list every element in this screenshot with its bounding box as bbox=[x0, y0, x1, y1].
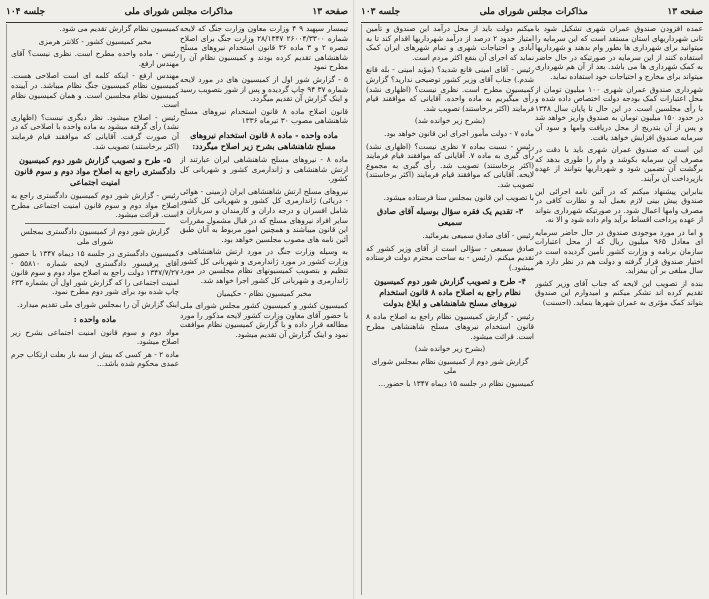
header-rule bbox=[6, 22, 348, 23]
header-rule bbox=[361, 22, 703, 23]
centered-line: مخبر کمیسیون کشور - کلانتر هرمزی bbox=[38, 36, 152, 46]
paragraph: عمده افزودن صندوق عمران شهری تشکیل شود با ثانی شهرداریهای استان مستفد است که این سرمایه را میتوانید برای شهرداری ها بطور وام بدهند و شهرداریها استفاده کنند از این سرمایه در صورتیکه در حال حاضر به کمک شهرداری ها می باشد. بعد از آن هم شهرداری میتواند برای مخارج و احتیاجات خود استفاده نماید. bbox=[535, 24, 703, 81]
paragraph: و اما در مورد موجودی صندوق در حال حاضر سرمایه ای معادل ۹۶۵ میلیون ریال که از محل اعتبارات سازمان برنامه و وزارت کشور تأمین گردیده است در اختیار صندوق قرار گرفته و دولت هم در نظر دارد هر سال مبلغی بر آن بیفزاید. bbox=[535, 227, 703, 276]
paragraph: بنده از تصویب این لایحه که جناب آقای وزیر کشور تقدیم کرده اند تشکر میکنم و امیدوارم این صندوق بتواند کمک مؤثری به عمران شهرها بنماید. (احسنت) bbox=[535, 278, 703, 308]
paragraph: صادق سمیعی - سؤالی است از آقای وزیر کشور که تقدیم میکنم. (رئیس - به ساحت محترم دولت فرستاده میشود.) bbox=[366, 243, 534, 272]
paragraph: اینک گزارش آن را بمجلس شورای ملی تقدیم میدارد. bbox=[16, 300, 179, 310]
paragraph: رئیس - گزارش شور دوم کمیسیون دادگستری راجع به اصلاح مواد دوم و سوم قانون امنیت اجتماعی مطرح است. قرائت میشود. bbox=[11, 191, 179, 220]
paragraph: تیمسار سپهبد ۹ ۴ وزارت معاون وزارت جنگ که لایحه شماره ۲۶۰۰۴/۳۳۰۰ ۲۸/۱۳۴۷ وزارت جنگ برای اصلاح تبصره ۲ و ۳ ماده ۳۶ قانون استخدام نیروهای مسلح شاهنشاهی تقدیم کرده بودند و کمیسیون نظام آن را مطرح نمود bbox=[180, 24, 348, 72]
session-number: جلسه ۱۰۳ bbox=[361, 7, 401, 17]
paragraph: این است که صندوق عمران شهری باید با دقت در مصرف این سرمایه بکوشد و وام را طوری بدهد که برگشت آن تضمین شود و شهرداریها بتوانند از عهده بازپرداخت آن برآیند. bbox=[535, 145, 703, 183]
paragraph: ماده ۷ - دولت مأمور اجرای این قانون خواهد بود. bbox=[383, 128, 534, 138]
centered-line: مخبر کمیسیون نظام - حکیمیان bbox=[216, 288, 312, 298]
paragraph: رئیس - اصلاح میشود. نظر دیگری نیست؟ (اظهاری نشد) رأی گرفته میشود به ماده واحده با اصلاحی که در آن صورت گرفت. آقایانی که موافقند قیام فرمایند (اکثر برخاستند) تصویب شد. bbox=[11, 112, 179, 151]
page-number: صفحه ۱۳ bbox=[667, 7, 703, 17]
centered-line: گزارش شور دوم از کمیسیون دادگستری بمجلس شورای ملی bbox=[20, 226, 170, 246]
paragraph: بنابراین پیشنهاد میکنم که در آئین نامه اجرائی این صندوق پیش بینی لازم بعمل آید و نظارت کافی در مصرف وامها اعمال شود. در صورتیکه شهرداری بتواند از عهده پرداخت اقساط برآید وام داده شود و الا نه. bbox=[535, 186, 703, 225]
publication-title: مذاکرات مجلس شورای ملی bbox=[479, 7, 588, 17]
paragraph: ماده ۸ - نیروهای مسلح شاهنشاهی ایران عبارتند از ارتش شاهنشاهی و ژاندارمری کشور و شهربانی کل کشور. bbox=[180, 154, 348, 184]
section-heading: ۵- طرح و تصویب گزارش شور دوم کمیسیون دادگستری راجع به اصلاح مواد دوم و سوم قانون امنیت اجتماعی bbox=[14, 155, 176, 188]
section-heading: ۳- تقدیم یک فقره سؤال بوسیله آقای صادق سمیعی bbox=[376, 206, 524, 228]
paragraph: شهرداری صندوق عمران شهری ۱۰۰ میلیون تومان از محل اعتبارات کمک بودجه دولت اختصاص داده شده و با رأی مجلسین است. در این حال تا پایان سال ۱۳۴۸ در حدود ۱۵۰ میلیون تومان به صندوق واریز خواهد شد و پس از آن بتدریج از محل دریافت وامها و سود آن سرمایه صندوق افزایش خواهد یافت. bbox=[535, 84, 703, 142]
section-heading: ماده واحده : bbox=[73, 313, 117, 324]
paragraph: کمیسیون نظام گزارش تقدیم می شود. bbox=[59, 24, 179, 33]
paragraph: رئیس - ماده واحده مطرح است. نظری نیست؟ آقای مهندس ارفع. bbox=[11, 49, 179, 68]
session-number: جلسه ۱۰۴ bbox=[6, 7, 46, 17]
paragraph: ۵ - گزارش شور اول از کمیسیون های در مورد لایحه شماره ۳۷ ۹۴ چاپ گردیده و پس از شور بتصویب رسید و اینک گزارش آن تقدیم میگردد. bbox=[180, 74, 348, 104]
paragraph: به وسیله وزارت جنگ در مورد ارتش شاهنشاهی و وزارت کشور در مورد ژاندارمری و شهربانی کل کشور تنظیم و بتصویب کمیسیونهای نظام مجلسین در مورد ژاندارمری و شهربانی کل کشور اجرا خواهد شد. bbox=[180, 247, 348, 286]
page-header bbox=[361, 3, 703, 21]
right-page bbox=[355, 0, 709, 599]
paragraph: رئیس - نسبت بماده ۷ نظری نیست؟ (اظهاری نشد) رأی گیری به ماده ۷. آقایانی که موافقند قیام فرمایند (اکثر برخاستند) تصویب شد. رأی گیری به مجموع لایحه. آقایانی که موافقند قیام فرمایند (اکثر برخاستند) تصویب شد. bbox=[366, 141, 534, 189]
text-column-left bbox=[361, 24, 534, 595]
paragraph: کمیسیون دادگستری در جلسه ۱۵ دیماه ۱۳۴۷ با حضور آقای پرفیسور دادگستری لایحه شماره ۵۵۸۱۰ - ۱۳۴۷/۷/۲۷ دولت راجع به اصلاح مواد دوم و سوم قانون امنیت اجتماعی را که گزارش شور اول آن بشماره ۶۳۳ چاپ شده بود برای شور دوم مطرح نمود. bbox=[11, 249, 179, 297]
paragraph: مهندس ارفع - اینکه کلمه ای است اصلاحی هست. کمیسیون نظام کمیسیون جنگ نظام میباشد. در آیینده کمیسیون نظام مجلسین است. و همان کمیسیون نظام است. bbox=[11, 71, 179, 110]
paragraph: رئیس - آقای امینی قانع شدید؟ (مؤید امینی - بله قانع شدم.) جناب آقای وزیر کشور توضیحی ندارید؟ گزارش کمیسیون مطرح است. نظری نیست؟ (اظهاری نشد) رأی میگیریم به ماده واحده. آقایانی که موافقند قیام فرمایند (اکثر برخاستند) تصویب شد. bbox=[366, 65, 534, 113]
section-divider bbox=[25, 223, 165, 224]
section-heading: ۴- طرح و تصویب گزارش شور دوم کمیسیون نظام راجع به اصلاح ماده ۸ قانون استخدام نیروهای مسلح شاهنشاهی و ابلاغ بدولت bbox=[374, 276, 526, 309]
section-heading: ماده واحده - ماده ۸ قانون استخدام نیروهای مسلح شاهنشاهی بشرح زیر اصلاح میگردد: bbox=[190, 129, 338, 151]
centered-line: گزارش شور دوم از کمیسیون نظام بمجلس شورای ملی bbox=[371, 356, 529, 376]
page-number: صفحه ۱۳ bbox=[312, 7, 348, 17]
text-column-right bbox=[180, 24, 348, 595]
paragraph: رئیس - گزارش کمیسیون نظام راجع به اصلاح ماده ۸ قانون استخدام نیروهای مسلح شاهنشاهی مطرح است. قرائت میشود. bbox=[366, 312, 534, 341]
paragraph: کمیسیون نظام در جلسه ۱۵ دیماه ۱۳۴۷ با حضور... bbox=[378, 379, 534, 389]
paragraph: ماده ۲ - هر کسی که بیش از سه بار بعلت ارتکاب جرم عمدی محکوم شده باشد... bbox=[11, 349, 179, 369]
paragraph: رئیس - آقای صادق سمیعی بفرمائید. bbox=[422, 231, 534, 241]
paragraph: با تصویب این قانون بمجلس سنا فرستاده میشود. bbox=[383, 192, 534, 202]
text-column-right bbox=[535, 24, 703, 595]
paragraph: نیروهای مسلح ارتش شاهنشاهی ایران (زمینی - هوائی - دریائی) ژاندارمری کل کشور و شهربانی کل کشور شامل افسران و درجه داران و کارمندان و سربازان و سایر افراد نیروهای مسلح که در قبال مشمول مقررات این قانون میباشند و همچنین امور مربوط به آنان طبق آئین نامه های مصوب مجلسین خواهد بود. bbox=[180, 186, 348, 244]
centered-line: (بشرح زیر خوانده شد) bbox=[414, 344, 486, 354]
text-column-left bbox=[6, 24, 179, 595]
paragraph: مواد دوم و سوم قانون امنیت اجتماعی بشرح زیر اصلاح میشود. bbox=[11, 327, 179, 347]
paragraph: کمیسیون کشور و کمیسیون کشور مجلس شورای ملی با حضور آقای معاون وزارت کشور لایحه مذکور را مورد مطالعه قرار داده و با گزارش کمیسیون نظام موافقت نمود و اینک گزارش آن تقدیم میشود. bbox=[180, 301, 348, 340]
centered-line: (بشرح زیر خوانده شد) bbox=[414, 116, 486, 126]
paragraph: قانون اصلاح ماده ۸ قانون استخدام نیروهای مسلح شاهنشاهی مصوب ۳۰ تیرماه ۱۳۳۶ bbox=[180, 106, 348, 126]
publication-title: مذاکرات مجلس شورای ملی bbox=[124, 7, 233, 17]
page-header bbox=[6, 3, 348, 21]
paragraph: میکنم دولت باید از محل درآمد این صندوق و تأمین امتیاز حدود ۲ درصد از درآمد شهرداریها اقدام کند تا به آبادی و احتیاجات شهری و تمام شهرهای ایران کمک نماید که اجرای آن بنفع اکثر مردم است. bbox=[366, 24, 534, 62]
